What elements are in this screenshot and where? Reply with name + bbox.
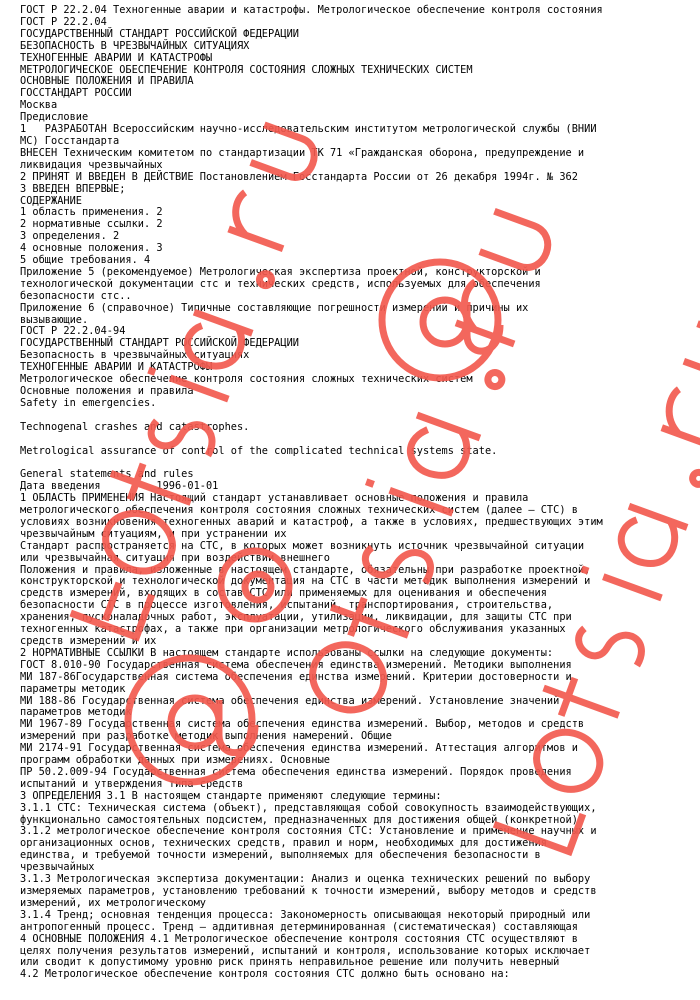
text-line: ПР 50.2.009-94 Государственная система обеспечения единства измерений. Порядок проведения — [20, 765, 572, 778]
text-line: 4 основные положения. 3 — [20, 242, 163, 255]
text-line: вызывающие. — [20, 313, 89, 326]
text-line: параметров методик — [20, 706, 132, 719]
text-line: Москва — [20, 99, 58, 112]
text-line: Положения и правила, изложенные в настоящем стандарте, обязательны при разработке проектной, — [20, 563, 591, 576]
text-line: МИ 1967-89 Государственная система обеспечения единства измерений. Выбор, методов и средств — [20, 718, 585, 731]
text-line: 1 РАЗРАБОТАН Всероссийским научно-исследовательским институтом метрологической службы (ВНИИ — [20, 123, 597, 136]
text-line: 2 нормативные ссылки. 2 — [20, 218, 163, 231]
text-line: безопасности СТС в процессе изготовления, испытаний, транспортирования, строительства, — [20, 599, 554, 612]
text-line: Метрологическое обеспечение контроля состояния сложных технических систем — [20, 373, 473, 386]
text-line — [20, 410, 692, 422]
text-line: целях получения результатов измерений, испытаний и контроля, использование которых исключает — [20, 944, 591, 957]
text-line: средств измерений и их — [20, 634, 157, 647]
text-line: антропогенный процесс. Тренд — аддитивная детерминированная (систематическая) составляющая — [20, 920, 578, 933]
text-line: условиях возникновения техногенных аварий и катастроф, а также в условиях, предшествующих этим — [20, 515, 603, 528]
text-line: Приложение 6 (справочное) Типичные составляющие погрешности измерений и причины их — [20, 301, 529, 314]
text-line: General statements and rules — [20, 468, 194, 481]
text-line: параметры методик — [20, 682, 126, 695]
text-line: БЕЗОПАСНОСТЬ В ЧРЕЗВЫЧАЙНЫХ СИТУАЦИЯХ — [20, 39, 250, 52]
text-line: Дата введения 1996-01-01 — [20, 480, 219, 493]
text-line: Стандарт распространяется на СТС, в которых может возникнуть источник чрезвычайной ситуации — [20, 539, 585, 552]
text-line: ГОСТ Р 22.2.04 — [20, 15, 107, 28]
text-line: 4.2 Метрологическое обеспечение контроля состояния СТС должно быть основано на: — [20, 968, 510, 981]
text-line: Основные положения и правила — [20, 385, 194, 397]
text-line: метрологического обеспечения контроля состояния сложных технических систем (далее — СТС) в — [20, 504, 578, 517]
text-line: Предисловие — [20, 111, 89, 124]
text-line: ГОСТ Р 22.2.04 Техногенные аварии и катастрофы. Метрологическое обеспечение контроля состояния — [20, 4, 603, 16]
text-line: испытаний и утверждения типа средств — [20, 777, 244, 790]
text-line: Приложение 5 (рекомендуемое) Метрологическая экспертиза проектной, конструкторской и — [20, 265, 541, 278]
text-line: чрезвычайным ситуациям, и при устранении их — [20, 527, 287, 540]
text-line: 3.1.2 метрологическое обеспечение контроля состояния СТС: Установление и применение научных и — [20, 825, 597, 838]
text-line: или чрезвычайная ситуация при воздействии внешнего — [20, 551, 330, 564]
text-line — [20, 434, 692, 446]
text-line: измерений, их метрологическому — [20, 896, 206, 909]
text-line: ТЕХНОГЕННЫЕ АВАРИИ И КАТАСТРОФЫ — [20, 361, 213, 374]
text-line: чрезвычайных — [20, 861, 95, 874]
text-line: организационных основ, технических средств, правил и норм, необходимых для достижения — [20, 837, 547, 850]
text-line: МИ 2174-91 Государственная система обеспечения единства измерений. Аттестация алгоритмов и — [20, 742, 578, 755]
text-line: 1 область применения. 2 — [20, 206, 163, 219]
text-line: средств измерений, входящих в состав СТС или применяемых для оценивания и обеспечения — [20, 587, 547, 600]
text-line: 3.1.3 Метрологическая экспертиза документации: Анализ и оценка технических решений по выбору — [20, 873, 591, 886]
text-line: ГОСУДАРСТВЕННЫЙ СТАНДАРТ РОССИЙСКОЙ ФЕДЕРАЦИИ — [20, 337, 299, 350]
text-line: функционально самостоятельных подсистем, предназначенных для достижения общей (конкретной) — [20, 813, 578, 826]
text-line: техногенных катастрофах, а также при организации метрологического обслуживания указанных — [20, 623, 566, 636]
document-body — [20, 5, 692, 981]
text-line: хранения, пусконаладочных работ, эксплуатации, утилизации, ликвидации, для защиты СТС при — [20, 611, 572, 624]
text-line: ГОССТАНДАРТ РОССИИ — [20, 87, 132, 100]
text-line: 3 ВВЕДЕН ВПЕРВЫЕ; — [20, 182, 126, 195]
text-line: Safety in emergencies. — [20, 396, 157, 409]
text-line: 4 ОСНОВНЫЕ ПОЛОЖЕНИЯ 4.1 Метрологическое обеспечение контроля состояния СТС осуществляют в — [20, 932, 578, 945]
text-line: ОСНОВНЫЕ ПОЛОЖЕНИЯ И ПРАВИЛА — [20, 75, 194, 88]
text-line: программ обработки данных при измерениях. Основные — [20, 754, 330, 767]
text-line: или сводит к допустимому уровню риск принять неправильное решение или получить неверный — [20, 956, 560, 969]
text-line: ликвидация чрезвычайных — [20, 158, 163, 171]
text-line: 1 ОБЛАСТЬ ПРИМЕНЕНИЯ Настоящий стандарт устанавливает основные положения и правила — [20, 492, 529, 505]
text-line: 2 ПРИНЯТ И ВВЕДЕН В ДЕЙСТВИЕ Постановлением Госстандарта России от 26 декабря 1994г. № 362 — [20, 170, 578, 183]
text-line: ГОСТ Р 22.2.04-94 — [20, 325, 126, 338]
text-line: единства, и требуемой точности измерений, выполняемых для обеспечения безопасности в — [20, 849, 541, 862]
text-line: МС) Госстандарта — [20, 134, 120, 147]
text-line: ГОСТ 8.010-90 Государственная система обеспечения единства измерений. Методики выполнения — [20, 658, 572, 671]
text-line: ГОСУДАРСТВЕННЫЙ СТАНДАРТ РОССИЙСКОЙ ФЕДЕРАЦИИ — [20, 27, 299, 40]
text-line: МИ 188-86 Государственная система обеспечения единства измерений. Установление значений — [20, 694, 560, 707]
text-line: СОДЕРЖАНИЕ — [20, 194, 82, 207]
text-line: 3.1.1 СТС: Техническая система (объект), представляющая собой совокупность взаимодействующих, — [20, 801, 597, 814]
text-line: 3.1.4 Тренд; основная тенденция процесса: Закономерность описывающая некоторый природный или — [20, 908, 591, 921]
text-line: ТЕХНОГЕННЫЕ АВАРИИ И КАТАСТРОФЫ — [20, 51, 213, 64]
text-line: конструкторской и технологической документация на СТС в части методик выполнения измерений и — [20, 575, 591, 588]
text-line: Безопасность в чрезвычайных ситуациях — [20, 349, 250, 362]
text-line: 2 НОРМАТИВНЫЕ ССЫЛКИ В настоящем стандарте использованы ссылки на следующие документы: — [20, 646, 554, 659]
text-line: МИ 187-86Государственная система обеспечения единства измерений. Критерии достоверности и — [20, 670, 572, 683]
text-line: технологической документации стс и технических средств, используемых для обеспечения — [20, 277, 541, 290]
text-line: измеряемых параметров, установлению требований к точности измерений, выбору методов и средств — [20, 885, 597, 898]
text-line: Technogenal crashes and catastrophes. — [20, 420, 250, 433]
text-line: 5 общие требования. 4 — [20, 254, 151, 267]
text-line: 3 определения. 2 — [20, 230, 120, 243]
text-line: Metrological assurance of control of the complicated technical systems state. — [20, 444, 498, 457]
text-line: безопасности стс.. — [20, 289, 132, 302]
text-line: 3 ОПРЕДЕЛЕНИЯ 3.1 В настоящем стандарте применяют следующие термины: — [20, 789, 442, 802]
text-line: МЕТРОЛОГИЧЕСКОЕ ОБЕСПЕЧЕНИЕ КОНТРОЛЯ СОСТОЯНИЯ СЛОЖНЫХ ТЕХНИЧЕСКИХ СИСТЕМ — [20, 63, 473, 76]
text-line: измерений при разработке методик выполнения намерений. Общие — [20, 730, 392, 743]
text-line: ВНЕСЕН Техническим комитетом по стандартизации ТК 71 «Гражданская оборона, предупреждение и — [20, 146, 585, 159]
